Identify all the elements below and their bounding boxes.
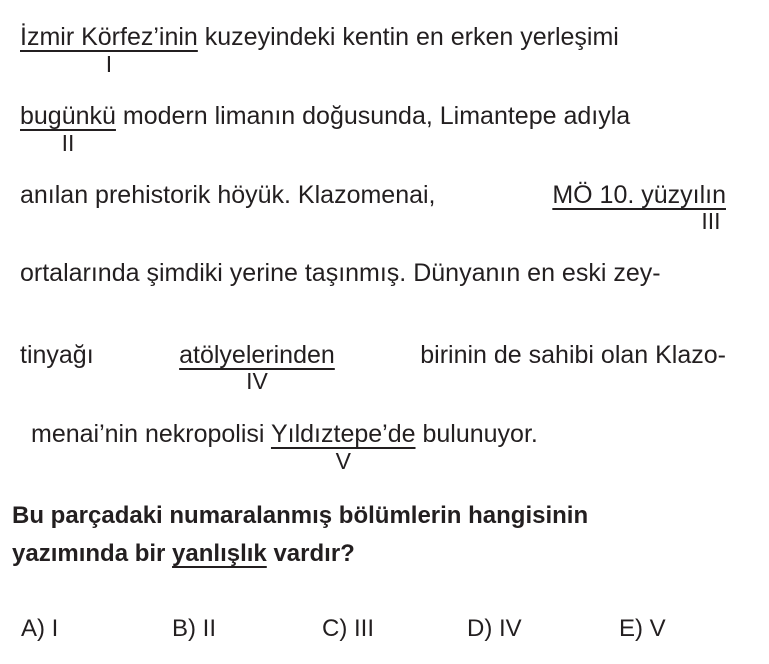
segment-number-4: IV bbox=[246, 368, 268, 394]
question-line-1: Bu parçadaki numaralanmış bölümlerin hangisinin bbox=[12, 502, 589, 529]
segment-number-3: III bbox=[701, 208, 721, 234]
option-a[interactable]: A) I bbox=[21, 615, 59, 642]
option-c[interactable]: C) III bbox=[322, 615, 374, 642]
option-b[interactable]: B) II bbox=[172, 615, 217, 642]
option-e[interactable]: E) V bbox=[619, 615, 666, 642]
underlined-segment-1: İzmir Körfez’inin I bbox=[20, 23, 198, 77]
option-d[interactable]: D) IV bbox=[467, 615, 522, 642]
passage-line-2-rest: modern limanın doğusunda, Limantepe adıyla bbox=[115, 102, 631, 130]
underlined-segment-5: Yıldıztepe’de V bbox=[270, 420, 416, 474]
question-line-2: yazımında bir yanlışlık vardır? bbox=[12, 540, 355, 567]
passage-line-4-text: ortalarında şimdiki yerine taşınmış. Dünyanın en eski zey- bbox=[20, 259, 661, 287]
passage-line-4 bbox=[20, 258, 726, 288]
segment-number-5: V bbox=[335, 448, 351, 474]
segment-number-2: II bbox=[61, 130, 75, 156]
passage-line-1 bbox=[20, 22, 726, 77]
underlined-segment-2: bugünkü II bbox=[20, 102, 116, 156]
passage-line-6 bbox=[31, 419, 737, 474]
passage-line-5-start: tinyağı bbox=[20, 341, 94, 369]
question-text bbox=[12, 497, 732, 573]
question-underlined-word: yanlışlık bbox=[172, 540, 267, 567]
passage-line-6-start: menai’nin nekropolisi bbox=[31, 420, 271, 448]
passage-line-1-rest: kuzeyindeki kentin en erken yerleşimi bbox=[197, 23, 619, 51]
underlined-segment-3: MÖ 10. yüzyılın III bbox=[552, 181, 726, 234]
passage-line-2 bbox=[20, 101, 726, 156]
passage-line-6-rest: bulunuyor. bbox=[415, 420, 538, 448]
passage-line-3-start: anılan prehistorik höyük. Klazomenai, bbox=[20, 181, 436, 209]
passage-line-3 bbox=[20, 180, 726, 234]
passage-line-5-rest: birinin de sahibi olan Klazo- bbox=[420, 341, 726, 369]
underlined-segment-4: atölyelerinden IV bbox=[179, 341, 335, 394]
segment-number-1: I bbox=[105, 51, 113, 77]
passage-line-5 bbox=[20, 340, 726, 394]
